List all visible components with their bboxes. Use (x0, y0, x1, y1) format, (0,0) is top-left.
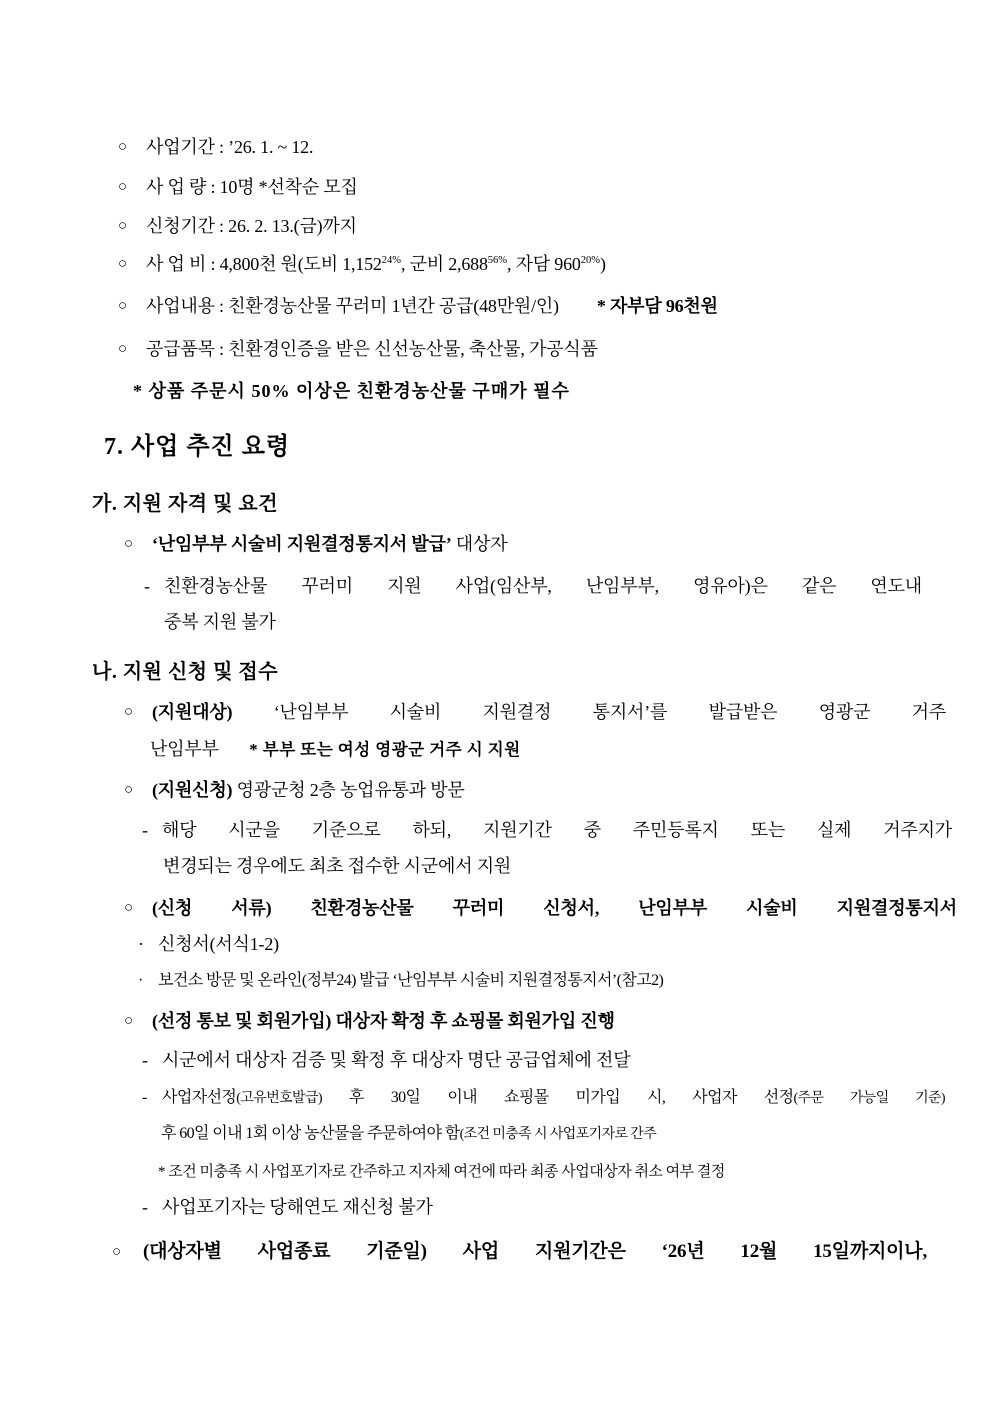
na-apply-text (152, 777, 465, 803)
info-line-apply-period (118, 213, 918, 239)
info-budget-text: 사 업 비 : 4,800천 원(도비 $1,152^{24\%}$, 군비 $2,688^{56\%}$, 자담 $960^{20\%}$) (146, 254, 606, 274)
ga-dash-line (144, 573, 922, 599)
na-target-rest: ‘난임부부 시술비 지원결정 통지서’를 발급받은 영광군 거주 (232, 702, 946, 722)
budget-county-share: 56% (487, 255, 507, 266)
na-target-bold: (지원대상) (152, 702, 233, 722)
na-selection-star-note: * 조건 미충족 시 사업포기자로 간주하고 지자체 여건에 따라 최종 사업대상자 취소 여부 결정 (158, 1164, 725, 1180)
circle-bullet-icon: ○ (118, 298, 127, 314)
circle-bullet-icon: ○ (124, 782, 133, 798)
circle-bullet-icon: ○ (124, 1013, 133, 1029)
circle-bullet-icon: ○ (118, 341, 127, 357)
info-line-quantity (118, 174, 918, 200)
info-line-period (118, 134, 918, 160)
unique-number-note: (고유번호발급) (236, 1091, 322, 1106)
na-docs-bold: (신청 서류) 친환경농산물 꾸러미 신청서, 난임부부 시술비 지원결정통지서 (152, 898, 957, 918)
dash-bullet-icon: - (142, 1197, 148, 1217)
na-deadline-bold: (대상자별 사업종료 기준일) 사업 지원기간은 ‘26년 12월 15일까지이나, (143, 1241, 927, 1262)
circle-bullet-icon: ○ (118, 179, 127, 195)
circle-bullet-icon: ○ (124, 900, 133, 916)
budget-self-share: 20% (580, 255, 600, 266)
na-selection-dash1-text: 시군에서 대상자 검증 및 확정 후 대상자 명단 공급업체에 전달 (162, 1050, 631, 1070)
na-apply-dash1-text: 해당 시군을 기준으로 하되, 지원기간 중 주민등록지 또는 실제 거주지가 (162, 820, 952, 840)
ga-dash-text: 친환경농산물 꾸러미 지원 사업(임산부, 난임부부, 영유아)은 같은 연도내 (164, 576, 922, 596)
condition-note: (조건 미충족 시 사업포기자로 간주 (459, 1127, 657, 1142)
na-selection-dash1 (142, 1047, 902, 1073)
dot-bullet-icon: · (138, 972, 143, 989)
circle-bullet-icon: ○ (118, 218, 127, 234)
ga-item-bold: ‘난임부부 시술비 지원결정통지서 발급’ (152, 534, 452, 554)
na-apply-bold: (지원신청) (152, 780, 233, 800)
na-selection-dash2-text: 사업자선정(고유번호발급) 후 30일 이내 쇼핑몰 미가입 시, 사업자 선정(주문 가능일 기준) (162, 1089, 945, 1106)
ga-item-text (152, 531, 507, 557)
circle-bullet-icon: ○ (118, 139, 127, 155)
ga-item-line (124, 531, 924, 557)
ga-item-rest: 대상자 (451, 534, 508, 554)
na-apply-dash1-cont: 변경되는 경우에도 최초 접수한 시군에서 지원 (163, 856, 512, 876)
na-deadline-line (112, 1239, 927, 1265)
na-apply-dash1 (142, 817, 952, 843)
na-docs-line (124, 895, 957, 921)
na-selection-dash2 (142, 1085, 945, 1112)
section-na-heading: 나. 지원 신청 및 접수 (92, 661, 279, 683)
circle-bullet-icon: ○ (118, 256, 127, 272)
na-docs-dot1-text: 신청서(서식1-2) (158, 934, 279, 954)
budget-provincial-share: 24% (381, 255, 401, 266)
info-period-text: 사업기간 : ’26. 1. ~ 12. (146, 137, 314, 157)
na-target-cont-line (150, 736, 521, 763)
section7-title: 7. 사업 추진 요령 (104, 434, 291, 460)
na-selection-line (124, 1008, 924, 1034)
na-apply-rest: 영광군청 2층 농업유통과 방문 (232, 780, 465, 800)
info-supply-text: 공급품목 : 친환경인증을 받은 신선농산물, 축산물, 가공식품 (146, 339, 598, 359)
order-date-note: (주문 가능일 기준) (793, 1091, 945, 1106)
ga-dash-cont: 중복 지원 불가 (164, 612, 276, 632)
dash-bullet-icon: - (142, 1050, 148, 1070)
circle-bullet-icon: ○ (112, 1244, 121, 1260)
na-apply-line (124, 777, 924, 803)
na-target-cont-note: * 부부 또는 여성 영광군 거주 시 지원 (249, 740, 521, 759)
na-target-cont: 난임부부 (150, 739, 219, 759)
info-apply-period-text: 신청기간 : 26. 2. 13.(금)까지 (146, 216, 357, 236)
na-target-text (152, 699, 946, 725)
na-docs-dot2-line (138, 968, 938, 994)
dash-bullet-icon: - (144, 576, 150, 596)
na-docs-dot1-line (138, 931, 838, 957)
info-line-budget (118, 251, 968, 277)
section-ga-heading: 가. 지원 자격 및 요건 (92, 493, 279, 515)
na-selection-bold: (선정 통보 및 회원가입) 대상자 확정 후 쇼핑몰 회원가입 진행 (152, 1011, 615, 1031)
na-selection-dash3-text: 사업포기자는 당해연도 재신청 불가 (162, 1197, 433, 1217)
na-target-line (124, 699, 946, 725)
circle-bullet-icon: ○ (124, 536, 133, 552)
info-quantity-text: 사 업 량 : 10명 *선착순 모집 (146, 177, 358, 197)
na-docs-dot2-text: 보건소 방문 및 온라인(정부24) 발급 ‘난임부부 시술비 지원결정통지서’(참고2) (158, 972, 664, 989)
dash-bullet-icon: - (142, 1089, 147, 1106)
dash-bullet-icon: - (142, 820, 148, 840)
na-selection-dash3 (142, 1194, 742, 1220)
info-content-text: 사업내용 : 친환경농산물 꾸러미 1년간 공급(48만원/인) (146, 296, 559, 316)
info-line-supply (118, 336, 968, 362)
na-selection-dash2-cont: 후 60일 이내 1회 이상 농산물을 주문하여야 함(조건 미충족 시 사업포기자로 간주 (161, 1125, 657, 1142)
info-content-self-pay-note: * 자부담 96천원 (596, 296, 718, 316)
circle-bullet-icon: ○ (124, 704, 133, 720)
info-line-content (118, 293, 968, 319)
info-star-note: * 상품 주문시 50% 이상은 친환경농산물 구매가 필수 (133, 381, 570, 401)
dot-bullet-icon: · (138, 934, 144, 954)
